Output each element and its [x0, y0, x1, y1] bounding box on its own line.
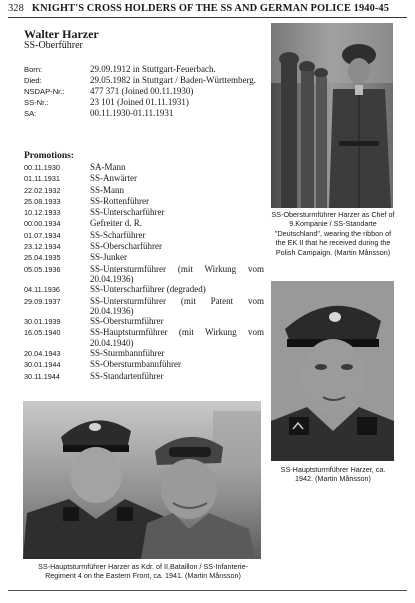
promotion-row [24, 241, 264, 252]
promotion-date: 30.01.1944 [24, 360, 61, 370]
promotion-rank: SS-Hauptsturmführer (mit Wirkung vom 20.04.1940) [90, 327, 264, 348]
promotion-rank: SS-Junker [90, 252, 128, 263]
fact-row [24, 86, 264, 97]
person-rank: SS-Oberführer [24, 40, 83, 51]
fact-row [24, 108, 264, 119]
promotion-date: 30.11.1944 [24, 371, 60, 381]
fact-row [24, 64, 264, 75]
photo-harzer-portrait [271, 281, 394, 461]
promotion-row [24, 230, 264, 241]
promotion-rank: SS-Unterscharführer (degraded) [90, 284, 206, 295]
person-name: Walter Harzer [24, 27, 99, 41]
promotion-date: 00.11.1930 [24, 163, 60, 172]
promotion-row [24, 185, 264, 196]
promotion-rank: SS-Untersturmführer (mit Patent vom 20.04.1936) [90, 295, 264, 316]
promotion-row [24, 196, 264, 207]
promotion-rank: SA-Mann [90, 162, 126, 172]
promotion-row [24, 284, 264, 295]
promotion-date: 16.05.1940 [24, 328, 61, 338]
promotion-rank: SS-Rottenführer [90, 195, 149, 206]
promotions-list [24, 162, 264, 382]
promotion-row [24, 207, 264, 218]
promotion-date: 05.05.1936 [24, 264, 61, 274]
photo-harzer-company-chief [271, 23, 393, 208]
promotion-rank: SS-Scharführer [90, 229, 146, 240]
promotion-rank: SS-Mann [90, 184, 125, 195]
promotion-date: 01.07.1934 [24, 230, 61, 240]
photo-harzer-eastern-front [23, 401, 261, 559]
promotion-row [24, 162, 264, 173]
promotion-rank: SS-Sturmbannführer [90, 348, 165, 359]
promotion-rank: SS-Obersturmführer [90, 316, 164, 327]
promotion-date: 23.12.1934 [24, 242, 61, 252]
fact-label: SS-Nr.: [24, 98, 49, 107]
promotions-title: Promotions: [24, 151, 74, 161]
fact-label: Born: [24, 65, 43, 74]
promotion-row [24, 264, 264, 285]
fact-value: 00.11.1930-01.11.1931 [90, 108, 174, 118]
promotion-rank: SS-Untersturmführer (mit Wirkung vom 20.04.1936) [90, 263, 264, 284]
fact-row [24, 75, 264, 86]
fact-label: SA: [24, 109, 37, 118]
promotion-date: 04.11.1936 [24, 285, 60, 295]
promotion-row [24, 327, 264, 348]
caption-photo-bottom: SS-Hauptsturmführer Harzer as Kdr. of II.Bataillon / SS-Infanterie-Regiment 4 on the Eastern Front, ca. 1941. (Martin Månsson) [38, 562, 248, 581]
promotion-date: 22.02.1932 [24, 185, 61, 195]
promotion-rank: SS-Oberscharführer [90, 241, 162, 252]
promotion-rank: SS-Standartenführer [90, 370, 164, 381]
fact-value: 477 371 (Joined 00.11.1930) [90, 86, 194, 96]
promotion-row [24, 173, 264, 184]
running-title: KNIGHT'S CROSS HOLDERS OF THE SS AND GERMAN POLICE 1940-45 [31, 3, 390, 14]
promotion-date: 20.04.1943 [24, 349, 61, 359]
promotion-date: 30.01.1939 [24, 317, 61, 327]
promotion-date: 01.11.1931 [24, 174, 60, 184]
fact-label: NSDAP-Nr.: [24, 87, 65, 96]
promotion-row [24, 252, 264, 263]
running-header [8, 3, 407, 17]
promotion-row [24, 218, 264, 229]
page-number: 328 [8, 3, 24, 14]
promotion-row [24, 316, 264, 327]
fact-value: 29.09.1912 in Stuttgart-Feuerbach. [90, 64, 216, 74]
caption-photo-mid: SS-Hauptsturmführer Harzer, ca. 1942. (Martin Månsson) [280, 465, 386, 484]
promotion-rank: SS-Obersturmbannführer [90, 359, 181, 370]
promotion-date: 29.09.1937 [24, 296, 61, 306]
fact-value: 23 101 (Joined 01.11.1931) [90, 97, 189, 107]
caption-photo-top: SS-Obersturmführer Harzer as Chef of 9.Kompanie / SS-Standarte "Deutschland", wearing the ribbon of the EK II that he received during the Polish Campaign. (Martin Månsson) [271, 210, 395, 257]
promotion-rank: SS-Anwärter [90, 173, 137, 184]
header-rule [8, 17, 407, 18]
promotion-rank: SS-Unterscharführer [90, 207, 165, 218]
promotion-date: 10.12.1933 [24, 208, 61, 218]
bottom-rule [8, 590, 407, 591]
biographical-facts [24, 64, 264, 119]
promotion-row [24, 371, 264, 382]
fact-value: 29.05.1982 in Stuttgart / Baden-Württemberg. [90, 75, 257, 85]
fact-label: Died: [24, 76, 42, 85]
promotion-date: 25.08.1933 [24, 196, 61, 206]
promotion-date: 25.04.1935 [24, 253, 61, 263]
fact-row [24, 97, 264, 108]
promotion-row [24, 348, 264, 359]
promotion-rank: Gefreiter d. R. [90, 218, 142, 229]
promotion-date: 00.00.1934 [24, 219, 61, 229]
promotion-row [24, 359, 264, 370]
promotion-row [24, 296, 264, 317]
